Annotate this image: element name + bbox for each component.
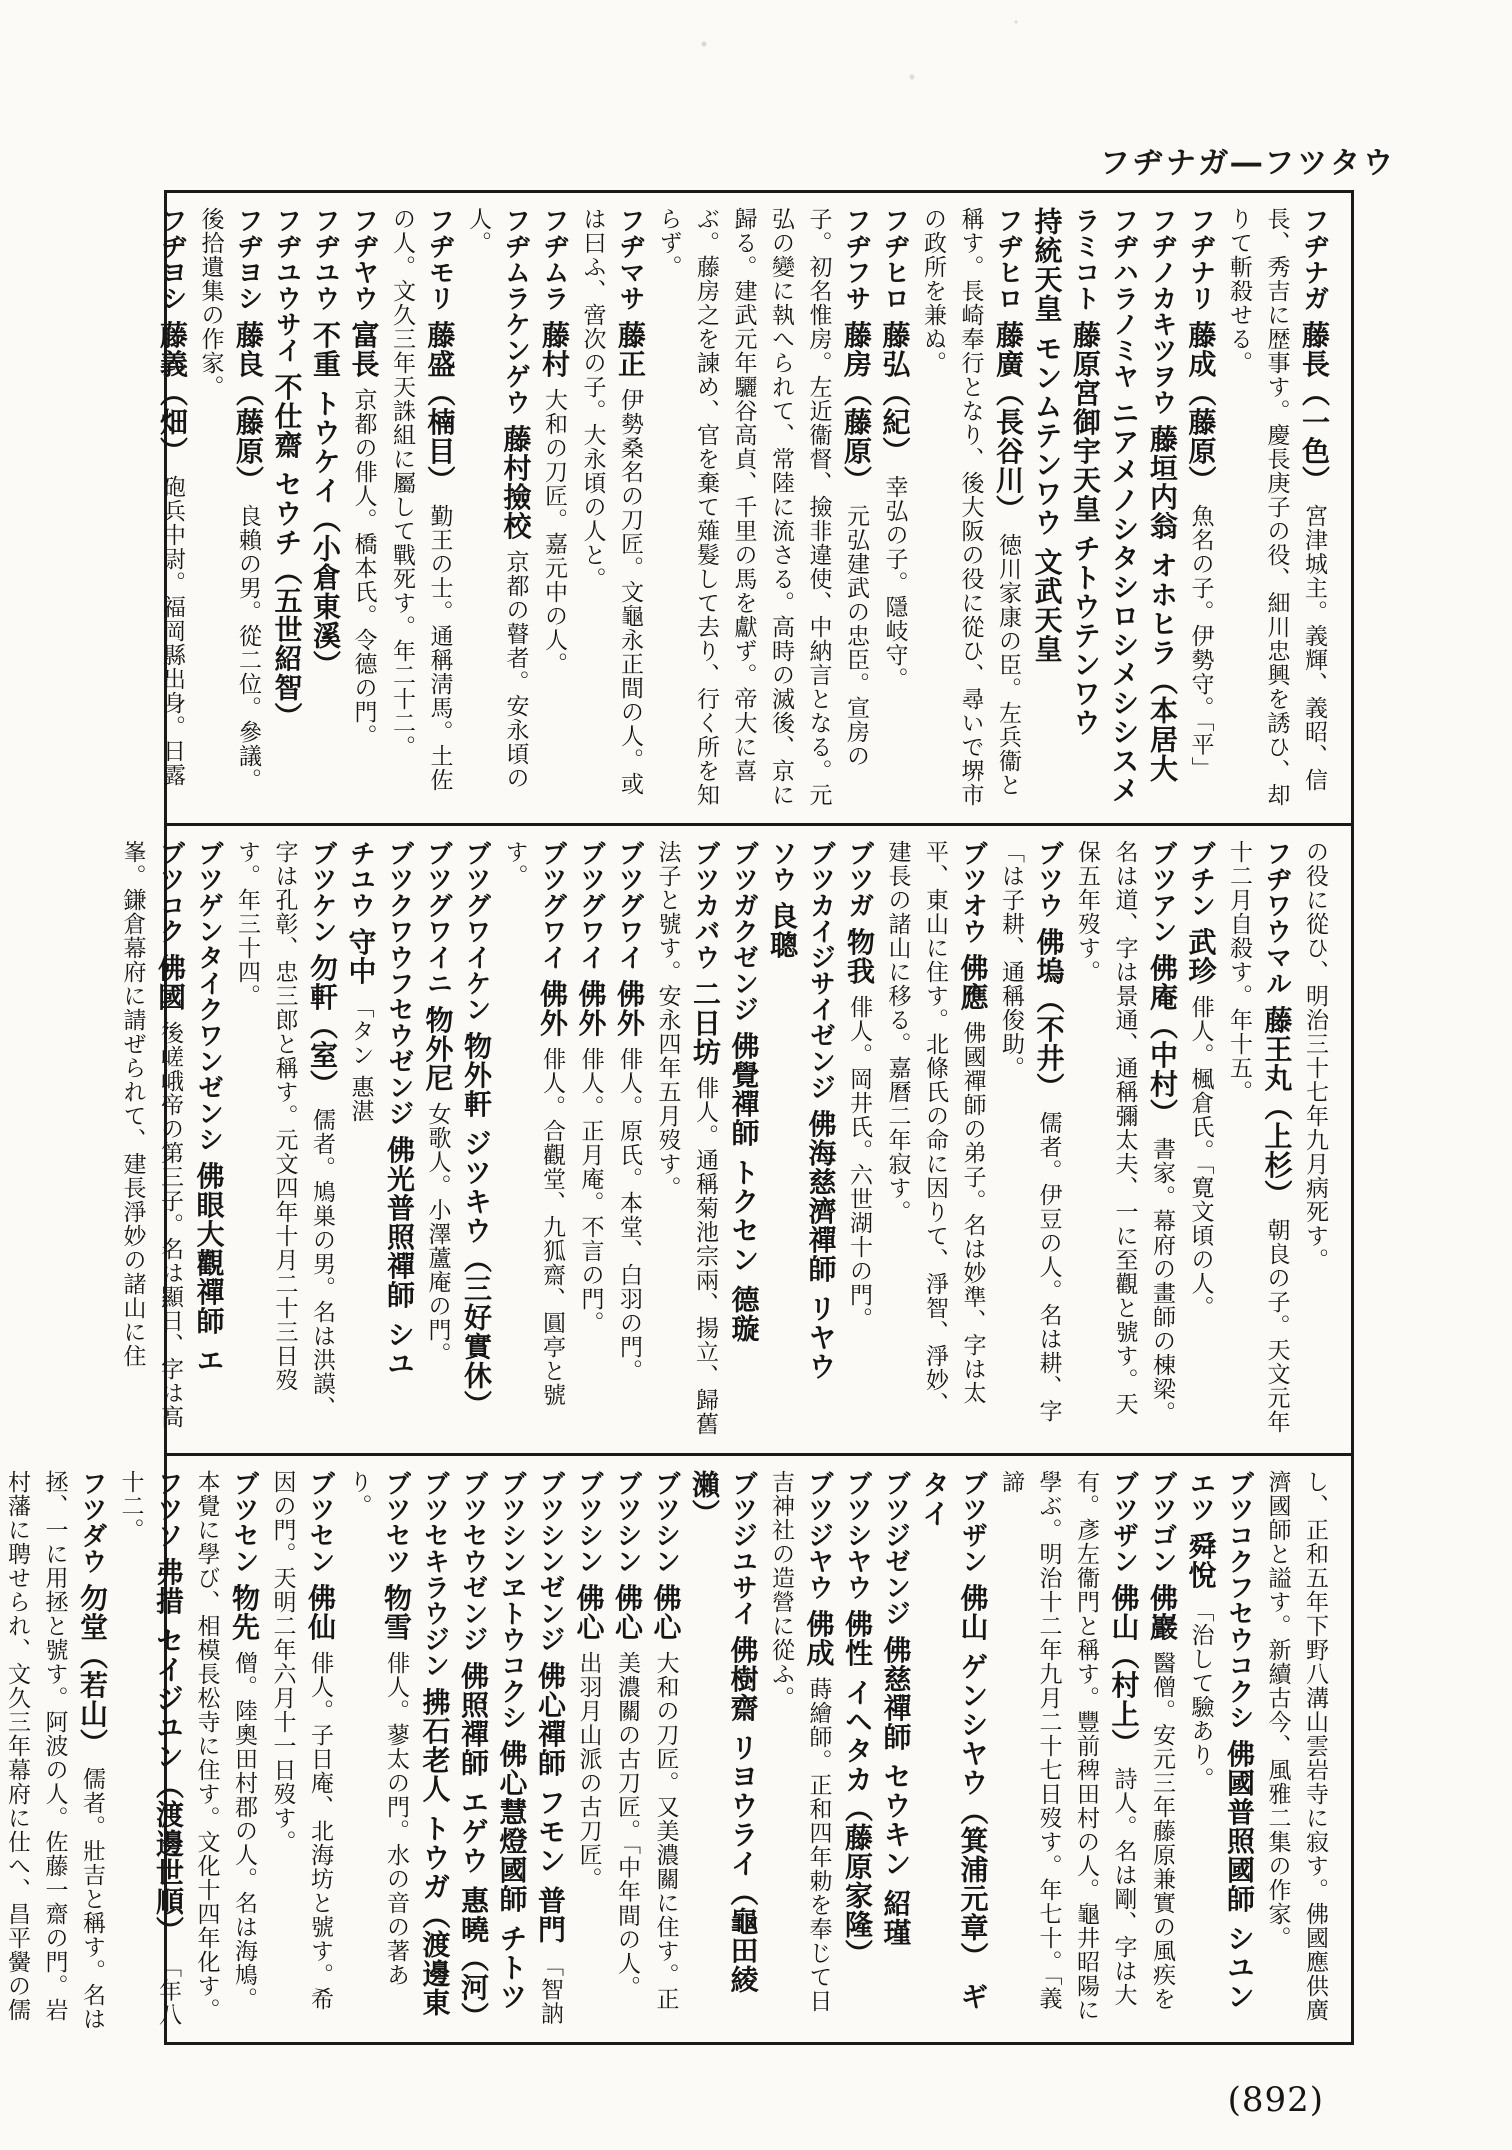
entry-heading: ブツジヤウ (803, 1470, 834, 1600)
entry-heading: ブツグワイ (537, 840, 567, 970)
dictionary-entry (111, 1470, 187, 2034)
entry-name: 佛眼大觀禪師 エ (192, 1161, 226, 1376)
entry-heading: ブツザン (1108, 1470, 1139, 1574)
entry-name: 良聰 (766, 901, 799, 960)
entry-heading: フヂワウマル (1261, 840, 1292, 996)
dictionary-entry (267, 207, 306, 809)
entry-heading: フヂムラケンゲウ (500, 207, 531, 415)
dictionary-entry (1066, 207, 1105, 809)
entry-heading: フヂフサ (841, 207, 871, 311)
dictionary-entry (1181, 1470, 1220, 2034)
dictionary-entry (383, 207, 459, 809)
dictionary-entry (492, 1470, 531, 2034)
dictionary-entry (113, 840, 189, 1439)
entry-name: 藤良（藤原） (232, 320, 265, 495)
dictionary-entry (454, 1470, 493, 2034)
entry-description: 幸弘の子。隱岐守。 (881, 474, 908, 691)
entry-heading: エツ (1185, 1470, 1216, 1522)
dictionary-entry (153, 207, 192, 809)
dictionary-entry (306, 207, 345, 809)
dictionary-entry (1181, 840, 1220, 1439)
entry-heading: フヂナリ (1185, 207, 1216, 311)
entry-heading: フヂムラ (539, 207, 569, 311)
entry-heading: フヂユウサイ (271, 207, 302, 363)
dictionary-entry (1296, 840, 1334, 1439)
entry-name: 佛山（村上） (1107, 1583, 1141, 1758)
entry-heading: ブツシン (612, 1470, 642, 1574)
dictionary-entry (1220, 1470, 1259, 2034)
dictionary-entry (189, 840, 228, 1439)
entry-name: 弗措 セイジユン（渡邊世順） (152, 1557, 185, 1946)
entry-heading: ブツカイジサイゼンジ (805, 840, 836, 1100)
entry-heading: フヂヒロ (993, 207, 1023, 311)
entry-heading: フヂヨシ (233, 207, 263, 311)
entry-name: 不重 トウケイ（小倉東溪） (309, 320, 342, 680)
dictionary-entry (1027, 207, 1066, 809)
entry-heading: チユウ (345, 840, 376, 918)
entry-description: 俳人。正月庵。不言の門。 (577, 1046, 604, 1335)
entry-description: 魚名の子。伊勢守。「平」 (1187, 503, 1214, 781)
entry-description: 醫僧。安元三年藤原兼實の風疾を (1149, 1650, 1175, 2011)
dictionary-entry (608, 1470, 647, 2034)
entry-name: 物先 (228, 1583, 261, 1642)
entry-heading: ブツグワイニ (422, 840, 453, 996)
entry-heading: ブツシヤウ (842, 1470, 872, 1600)
entry-heading: ブツガクゼンジ (728, 840, 759, 1022)
entry-heading: ブツコクフセウコクシ (1224, 1470, 1254, 1730)
entry-description: 美濃關の古刀匠。「中年間の人。 (614, 1650, 640, 2000)
entry-description: 俳人。楓倉氏。「寛文頃の人。 (1187, 994, 1214, 1320)
dictionary-entry (418, 840, 457, 1439)
dictionary-entry (535, 207, 574, 809)
entry-description: 「治して驗あり。 (1187, 1598, 1214, 1791)
dictionary-entry (495, 840, 571, 1439)
dictionary-entry (875, 207, 914, 809)
entry-description: 僧。陸奧田村郡の人。名は海鳩。本覺に學び、相模長松寺に住す。文化十四年化す。 (193, 1470, 257, 2022)
dictionary-entry (341, 840, 380, 1439)
dictionary-entry (992, 840, 1068, 1439)
entry-name: 佛覺禪師 トクセン 德璇 (727, 1031, 761, 1343)
dictionary-entry (878, 840, 992, 1439)
entry-name: 拂石老人 トウガ（渡邊東 (418, 1687, 452, 2018)
entry-description: 儒者。壯吉と稱す。名は拯、一に用拯と號す。阿波の人。佐藤一齋の門。岩村藩に聘せられ、文久三年幕府に仕へ、昌平黌の儒 (4, 1470, 105, 2031)
entry-name: 富長 (347, 320, 381, 379)
entry-heading: フヂマサ (615, 207, 645, 311)
entries-column-block (4, 1470, 1333, 2034)
entry-description: 宮津城主。義輝、義昭、信長、秀吉に歴事す。慶長庚子の役、細川忠興を誘ひ、却りて斬殺せる。 (1226, 207, 1327, 807)
entry-heading: ブツシン (650, 1470, 681, 1574)
entry-heading: ブツコク (155, 840, 185, 944)
entry-heading: フヂモリ (424, 207, 455, 311)
running-header: フヂナガ―フツタウ (1099, 146, 1396, 181)
dictionary-entry (763, 840, 802, 1439)
entry-heading: ブツウ (1033, 840, 1064, 918)
entry-description: 大和の刀匠。嘉元中の人。 (541, 387, 567, 676)
dictionary-entry (459, 207, 535, 809)
entry-heading: ソウ (767, 840, 797, 892)
entry-name: ニアメノシタシロシメシシスメ (1107, 398, 1141, 805)
entry-name: 佛海慈濟禪師 リヤウ (804, 1109, 838, 1382)
entry-name: 佛成 (802, 1609, 836, 1668)
dictionary-entry (1220, 207, 1334, 809)
entry-name: 佛心禪師 フモン 普門 (534, 1661, 567, 1944)
dictionary-entry (531, 1470, 570, 2034)
entry-heading: ブツゴン (1147, 1470, 1177, 1574)
entry-name: 藤弘（紀） (878, 320, 912, 466)
page-number: (892) (1227, 2080, 1324, 2120)
entry-description: 女歌人。小澤蘆庵の門。 (424, 1101, 451, 1366)
entry-name: 持統天皇 モンムテンワウ 文武天皇 (1030, 207, 1064, 664)
paper-speckle (600, 0, 1120, 110)
entry-name: 武珍 (1184, 927, 1218, 986)
entry-heading: ブツカバウ (690, 840, 720, 970)
dictionary-entry (1181, 207, 1220, 809)
entry-name: 佛外 (574, 979, 608, 1038)
entry-name: 佛庵（中村） (1146, 953, 1179, 1128)
entry-heading: ブツセキラウジン (419, 1470, 450, 1678)
dictionary-entry (573, 207, 649, 809)
dictionary-entry (685, 1470, 762, 2034)
dictionary-entry (415, 1470, 454, 2034)
entry-heading: ラミコト (1070, 207, 1100, 311)
entry-description: 俳人。子日庵、北海坊と號す。希因の門。天明二年六月十一日歿す。 (269, 1470, 333, 2011)
entry-description: の役に從ひ、明治三十七年九月病死す。 (1302, 840, 1328, 1272)
dictionary-entry (649, 207, 875, 809)
entry-name: 不仕齋 セウチ（五世紹智） (270, 372, 304, 732)
section-top (156, 193, 1351, 823)
dictionary-entry (380, 840, 419, 1439)
dictionary-entry (571, 840, 610, 1439)
entry-name: 佛光普照禪師 シユ (383, 1135, 416, 1379)
entry-description: 砲兵中尉。福岡縣出身。日露 (159, 474, 185, 787)
dictionary-entry (876, 1470, 915, 2034)
entry-description: 勤王の士。通稱淸馬。土佐の人。文久三年天誅組に屬して戰死す。年二十二。 (389, 207, 453, 792)
entry-heading: ブツセン (305, 1470, 335, 1574)
entries-column-block (119, 840, 1333, 1439)
entry-heading: フヂヤウ (348, 207, 379, 311)
dictionary-entry (1143, 207, 1182, 809)
entry-description: 出羽月山派の古刀匠。 (575, 1650, 602, 1891)
entry-heading: フヂヒロ (879, 207, 910, 311)
entry-name: 藤成（藤原） (1184, 320, 1218, 495)
entry-description: 大和の刀匠。又美濃關に住す。正 (652, 1650, 679, 2011)
entry-name: 藤房（藤原） (840, 320, 873, 495)
dictionary-entry (191, 207, 267, 809)
entry-heading: フツダウ (77, 1470, 107, 1574)
entry-heading: フヂユウ (310, 207, 340, 311)
dictionary-entry (1258, 1470, 1333, 2034)
entry-name: 佛塢（不井） (1032, 927, 1066, 1102)
entry-name: 佛心 (572, 1583, 606, 1642)
entry-heading: ブツセウゼンジ (458, 1470, 488, 1652)
entry-description: 詩人。名は剛、字は大有。彥左衞門と稱す。豐前稗田村の人。龜井昭陽に學ぶ。明治十二年九月二十七日歿す。年七十。「義諦 (998, 1470, 1137, 2022)
entry-name: 物我 (843, 927, 876, 986)
dictionary-entry (840, 840, 879, 1439)
entry-name: 二日坊 (689, 979, 722, 1067)
entry-name: 藤廣（長谷川） (992, 320, 1025, 524)
entry-description: 徳川家康の臣。左兵衞と稱す。長崎奉行となり、後大阪の役に從ひ、尋いで堺市の政所を兼ぬ。 (920, 207, 1021, 807)
entry-name: 佛巖 (1146, 1583, 1179, 1642)
dictionary-entry (569, 1470, 608, 2034)
entry-heading: ブツアン (1147, 840, 1177, 944)
entry-name: 佛仙 (304, 1583, 337, 1642)
entry-name: 物外尼 (421, 1005, 455, 1093)
entry-heading: ブツセン (229, 1470, 259, 1574)
entry-name: 藤正 (614, 320, 647, 379)
dictionary-entry (1104, 207, 1143, 809)
entry-description: 京都の俳人。橋本氏。令德の門。 (350, 387, 377, 748)
entry-heading: ブツジユサイ (727, 1470, 758, 1626)
dictionary-entry (339, 1470, 415, 2034)
entry-name: 佛心慧燈國師 チトツ (495, 1739, 529, 2012)
dictionary-entry (1068, 840, 1182, 1439)
entry-description: 俳人。蓼太の門。水の音の著あり。 (345, 1470, 409, 1987)
entry-heading: ブツシンゼンジ (535, 1470, 565, 1652)
entry-name: 佛外 (536, 979, 569, 1038)
entry-name: 藤村 (538, 320, 571, 379)
entries-column-block (156, 207, 1333, 809)
dictionary-entry (801, 840, 840, 1439)
dictionary-entry (0, 1470, 111, 2034)
entry-description: 伊勢桑名の刀匠。文龜永正間の人。或は曰ふ、啻次の子。大永頃の人と。 (579, 207, 643, 796)
dictionary-entry (762, 1470, 838, 2034)
entry-description: 京都の瞽者。安永頃の人。 (465, 207, 529, 790)
entry-name: 佛樹齋 リヨウライ（龜田綾瀨） (688, 1470, 760, 1995)
entry-name: 舜悅 (1184, 1531, 1218, 1590)
entry-name: 佛心 (611, 1583, 644, 1642)
entry-description: 儒者。鳩巣の男。名は洪謨、字は孔彰、忠三郎と稱す。元文四年十月二十三日歿す。年三十四。 (234, 840, 335, 1420)
entry-name: 藤村撿校 (499, 424, 533, 541)
entry-heading: ブツザン (957, 1470, 988, 1574)
entry-name: 物外軒 ジツキウ（三好實休） (460, 1031, 493, 1420)
entry-name: 勿堂（若山） (76, 1583, 109, 1758)
page-frame (4, 190, 1354, 2045)
dictionary-entry (228, 840, 342, 1439)
entry-description: 朝良の子。天文元年十二月自殺す。年十五。 (1226, 840, 1290, 1434)
entry-heading: ブツオウ (957, 840, 988, 944)
entry-heading: フヂヨシ (157, 207, 187, 311)
entry-name: 佛性 イヘタカ（藤原家隆） (841, 1609, 874, 1969)
entry-heading: ブツグワイ (614, 840, 644, 970)
entry-heading: ブツシンヱトウコクシ (496, 1470, 527, 1730)
entry-description: 良賴の男。從二位。參議。後拾遺集の作家。 (197, 207, 261, 792)
dictionary-entry (648, 840, 724, 1439)
entry-description: 「タン 惠湛 (347, 994, 374, 1123)
entry-name: 藤盛（楠目） (423, 320, 457, 495)
entry-name: 守中 (344, 927, 378, 986)
dictionary-entry (724, 840, 763, 1439)
dictionary-entry (263, 1470, 339, 2034)
dictionary-entry (457, 840, 496, 1439)
entry-heading: フヂノカキツヲウ (1147, 207, 1177, 415)
entry-name: 佛外 (613, 979, 646, 1038)
dictionary-entry (610, 840, 649, 1439)
dictionary-entry (838, 1470, 877, 2034)
dictionary-entry (187, 1470, 263, 2034)
entry-description: 蒔繪師。正和四年勅を奉じて日吉神社の造營に從ふ。 (768, 1470, 832, 2013)
section-middle (119, 823, 1351, 1453)
entry-heading: ブツシン (573, 1470, 604, 1574)
entry-name: 勿軒（室） (306, 953, 339, 1099)
entry-name: 佛國 (154, 953, 187, 1012)
dictionary-entry (915, 1470, 992, 2034)
entry-name: 藤垣内翁 オホヒラ（本居大 (1146, 424, 1179, 784)
entry-heading: ブツクワウフセウゼンジ (384, 840, 414, 1126)
entry-name: 佛應 (956, 953, 990, 1012)
entry-name: 佛照禪師 エゲウ 惠曉（河） (457, 1661, 490, 2031)
entry-name: 佛心 (649, 1583, 683, 1642)
entry-name: 藤長（一色） (1298, 320, 1331, 495)
entry-description: 俳人。原氏。本堂、白羽の門。 (616, 1046, 642, 1383)
entry-name: 藤王丸（上杉） (1260, 1005, 1294, 1209)
entry-heading: ブツガ (844, 840, 874, 918)
entry-description: 元弘建武の忠臣。宣房の子。初名惟房。左近衞督、撿非違使、中納言となる。元弘の變に執へられて、常陸に流さる。高時の滅後、京に歸る。建武元年驪谷高貞、千里の馬を獻ず。帝大に喜ぶ。藤房之を諫め、官を棄て薙髮して去り、行く所を知らず。 (655, 207, 869, 807)
entry-description: 「智訥 (537, 1953, 563, 2026)
section-bottom (4, 1453, 1351, 2048)
dictionary-entry (344, 207, 383, 809)
entry-description: 俳人。合觀堂、九狐齋、圓亭と號す。 (501, 840, 565, 1407)
entry-description: 後嵯峨帝の第三子。名は顯日、字は高峯。鎌倉幕府に請ぜられて、建長淨妙の諸山に住 (119, 840, 183, 1429)
entry-heading: ブツグワイ (575, 840, 606, 970)
entry-heading: ブツグワイケン (461, 840, 491, 1022)
entry-description: 佛國禪師の弟子。名は妙準、字は太平、東山に住す。北條氏の命に因りて、淨智、淨妙、建長の諸山に移る。嘉曆二年寂す。 (884, 840, 986, 1416)
entry-name: 佛慈禪師 セウキン 紹瑾 (879, 1635, 913, 1947)
entry-description: 書家。幕府の畫師の棟梁。名は道、字は景通、通稱彌太夫、一に至觀と號す。天保五年歿す。 (1074, 840, 1175, 1425)
entry-heading: ブツケン (307, 840, 337, 944)
entry-description: 俳人。岡井氏。六世湖十の門。 (846, 994, 872, 1331)
entry-heading: ブツジゼンジ (880, 1470, 911, 1626)
entry-name: 藤義（畑） (156, 320, 189, 466)
entry-heading: フヂナガ (1299, 207, 1329, 311)
entry-name: 物雪 (380, 1583, 413, 1642)
entry-heading: ブツセツ (381, 1470, 411, 1574)
entry-description: 儒者。伊豆の人。名は耕、字「は子耕、通稱俊助。 (998, 840, 1062, 1423)
dictionary-entry (1220, 840, 1296, 1439)
entry-description: し、正和五年下野八溝山雲岩寺に寂す。佛國應供廣濟國師と謚す。新續古今、風雅二集の作家。 (1264, 1470, 1328, 2022)
entry-heading: ブツゲンタイクワンゼンシ (193, 840, 224, 1152)
dictionary-entry (646, 1470, 685, 2034)
dictionary-entry (914, 207, 1028, 809)
dictionary-entry (992, 1470, 1143, 2034)
entry-description: 俳人。通稱菊池宗兩、揚立、歸舊法子と號す。安永四年五月歿す。 (654, 840, 718, 1436)
dictionary-entry (1143, 1470, 1182, 2034)
entry-name: 藤原宮御宇天皇 チトウテンワウ (1069, 320, 1102, 738)
entry-heading: フツソ (153, 1470, 183, 1548)
entry-heading: ブチン (1185, 840, 1216, 918)
entry-heading: フヂハラノミヤ (1108, 207, 1139, 389)
entry-name: 佛山 ゲンシヤウ（箕浦元章） ギタイ (918, 1470, 990, 2011)
entry-description: 「年八十二。 (117, 1470, 181, 2027)
entry-name: 佛國普照國師 シユン (1223, 1739, 1256, 2012)
